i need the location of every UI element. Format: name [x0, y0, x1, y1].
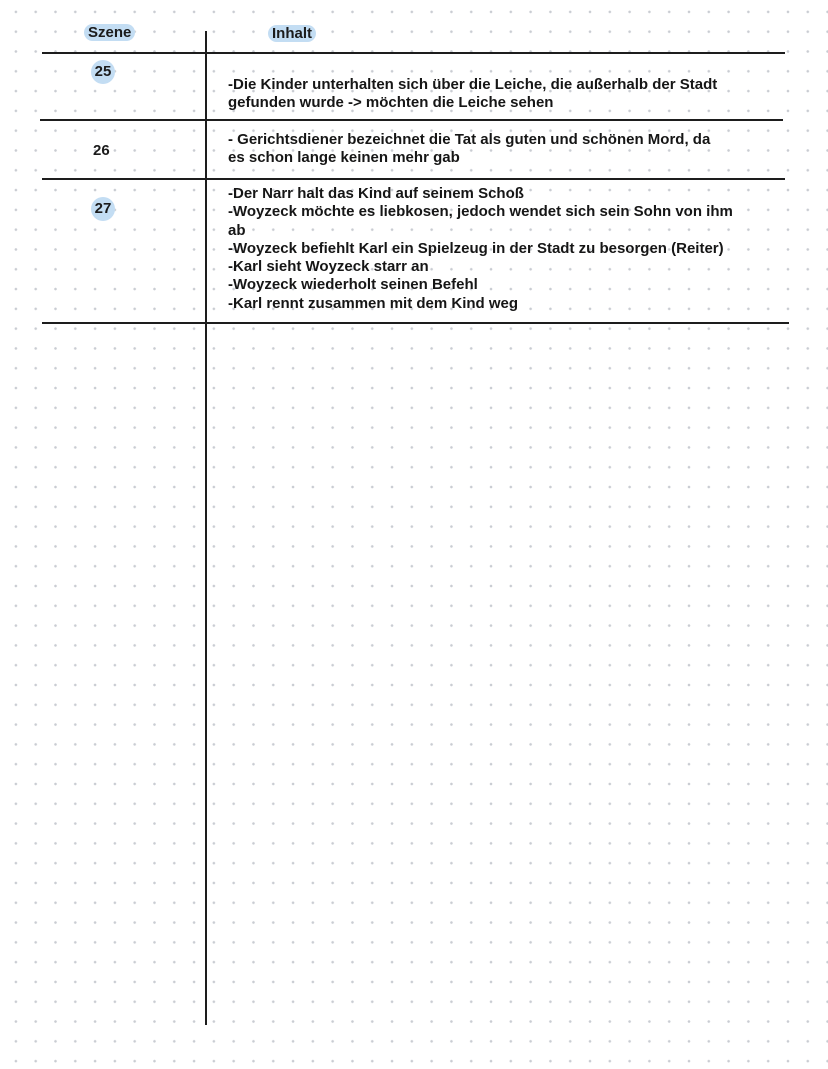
- content-line: -Karl rennt zusammen mit dem Kind weg: [228, 294, 519, 312]
- column-divider: [205, 31, 207, 1025]
- content-line: -Woyzeck wiederholt seinen Befehl: [228, 276, 478, 294]
- header-rule: [42, 52, 785, 54]
- scene-number-26: 26: [93, 142, 110, 159]
- content-line: - Gerichtsdiener bezeichnet die Tat als guten und schönen Mord, da: [228, 131, 711, 148]
- header-content: Inhalt: [268, 25, 316, 42]
- content-line: -Woyzeck möchte es liebkosen, jedoch wendet sich sein Sohn von ihm: [228, 203, 733, 221]
- row-rule: [42, 322, 789, 324]
- row-content-25: [228, 76, 788, 113]
- content-line: -Der Narr halt das Kind auf seinem Schoß: [228, 185, 524, 202]
- content-line: -Die Kinder unterhalten sich über die Leiche, die außerhalb der Stadt: [228, 76, 718, 93]
- row-content-27: [228, 185, 788, 313]
- scene-number-27: 27: [91, 197, 115, 221]
- content-line: gefunden wurde -> möchten die Leiche sehen: [228, 94, 554, 112]
- content-line: -Woyzeck befiehlt Karl ein Spielzeug in der Stadt zu besorgen (Reiter): [228, 239, 724, 257]
- row-content-26: [228, 131, 788, 168]
- header-scene: Szene: [84, 24, 135, 41]
- row-rule: [40, 119, 783, 121]
- content-line: -Karl sieht Woyzeck starr an: [228, 258, 429, 276]
- row-rule: [42, 178, 785, 180]
- content-line: es schon lange keinen mehr gab: [228, 149, 460, 167]
- scene-number-25: 25: [91, 60, 115, 84]
- content-line: ab: [228, 221, 246, 239]
